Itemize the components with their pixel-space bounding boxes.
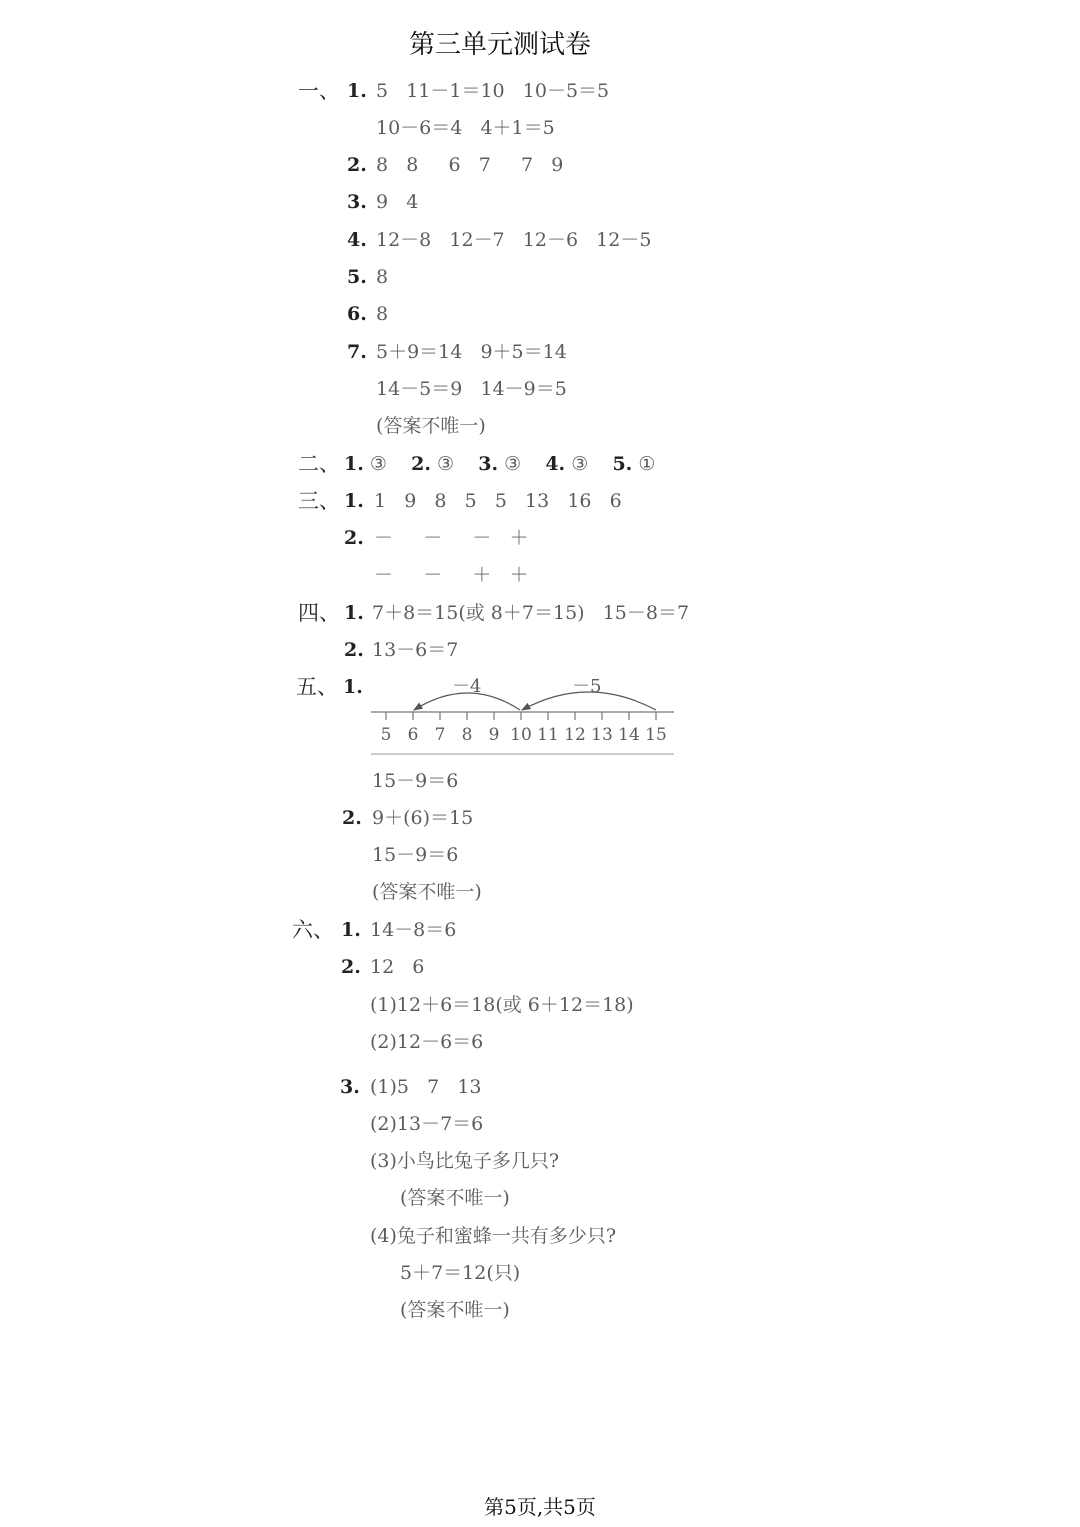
s6-q1-line1: 14－8＝6: [370, 919, 457, 941]
s6-q2-number: 2.: [341, 956, 361, 978]
s5-q2-line1: 9＋(6)＝15: [372, 807, 474, 829]
s6-q3-line2: (2)13－7＝6: [370, 1113, 484, 1135]
s2-item1-answer: ③: [369, 453, 387, 475]
s5-q1-line1: 15－9＝6: [372, 770, 459, 792]
tick-label-10: 10: [510, 725, 532, 745]
s4-q1-number: 1.: [344, 602, 364, 624]
s2-answers: [344, 449, 655, 479]
tick-label-8: 8: [461, 725, 473, 745]
s1-q5-number: 5.: [347, 266, 367, 288]
number-line-labels: [381, 725, 667, 745]
section-6-label: 六、: [292, 918, 334, 942]
s3-q2-line2: － － ＋ ＋: [374, 564, 529, 586]
number-line-diagram: [366, 672, 686, 762]
s6-q3-note1: (答案不唯一): [400, 1187, 510, 1209]
s1-q5-line1: 8: [376, 266, 389, 288]
s1-q4-number: 4.: [347, 229, 367, 251]
tick-label-9: 9: [488, 725, 500, 745]
s5-q1-number: 1.: [343, 676, 363, 698]
s5-q2-number: 2.: [342, 807, 362, 829]
tick-label-14: 14: [618, 725, 640, 745]
s1-q2-number: 2.: [347, 154, 367, 176]
s4-q1-line1: 7＋8＝15(或 8＋7＝15) 15－8＝7: [372, 602, 690, 624]
tick-label-6: 6: [407, 725, 419, 745]
s1-q1-line1: 5 11－1＝10 10－5＝5: [376, 80, 610, 102]
section-5-label: 五、: [296, 675, 338, 699]
arc-minus-5-label: －5: [572, 676, 602, 697]
s2-item4-number: 4.: [545, 453, 566, 475]
s2-item5-answer: ①: [638, 453, 656, 475]
s1-q7-number: 7.: [347, 341, 367, 363]
section-3-label: 三、: [298, 489, 340, 513]
s2-item2-number: 2.: [411, 453, 431, 475]
s6-q2-line2: (1)12＋6＝18(或 6＋12＝18): [370, 994, 634, 1016]
s6-q3-note2: (答案不唯一): [400, 1299, 510, 1321]
section-1-label: 一、: [298, 79, 340, 103]
s1-q7-note: (答案不唯一): [376, 415, 486, 437]
s2-item4-answer: ③: [571, 453, 589, 475]
s6-q3-line6: 5＋7＝12(只): [400, 1262, 521, 1284]
section-4-label: 四、: [298, 601, 340, 625]
tick-label-5: 5: [380, 725, 392, 745]
s1-q2-line1: 8 8 6 7 7 9: [376, 154, 564, 176]
tick-label-12: 12: [564, 725, 586, 745]
s5-q2-line2: 15－9＝6: [372, 844, 459, 866]
section-2-label: 二、: [298, 452, 340, 476]
s1-q1-number: 1.: [347, 80, 367, 102]
tick-label-15: 15: [645, 725, 667, 745]
s1-q6-line1: 8: [376, 303, 389, 325]
s3-q2-number: 2.: [344, 527, 364, 549]
arc-minus-4-label: －4: [452, 676, 482, 697]
s6-q3-number: 3.: [340, 1076, 360, 1098]
page-title: 第三单元测试卷: [408, 30, 591, 60]
s1-q3-line1: 9 4: [376, 191, 419, 213]
s2-item3-answer: ③: [504, 453, 522, 475]
s3-q1-number: 1.: [344, 490, 364, 512]
s1-q1-line2: 10－6＝4 4＋1＝5: [376, 117, 555, 139]
s6-q2-line3: (2)12－6＝6: [370, 1031, 484, 1053]
tick-label-7: 7: [434, 725, 446, 745]
number-line-ticks: [386, 712, 656, 720]
s6-q1-number: 1.: [341, 919, 361, 941]
s4-q2-line1: 13－6＝7: [372, 639, 459, 661]
s2-item2-answer: ③: [437, 453, 455, 475]
tick-label-11: 11: [537, 725, 559, 745]
s3-q1-line1: 1 9 8 5 5 13 16 6: [374, 490, 622, 512]
s2-item5-number: 5.: [612, 453, 633, 475]
s1-q7-line2: 14－5＝9 14－9＝5: [376, 378, 567, 400]
s2-item3-number: 3.: [478, 453, 499, 475]
s5-q2-note: (答案不唯一): [372, 881, 482, 903]
s6-q3-line5: (4)兔子和蜜蜂一共有多少只?: [370, 1225, 617, 1247]
s6-q3-line1: (1)5 7 13: [370, 1076, 482, 1098]
s6-q2-line1: 12 6: [370, 956, 425, 978]
page-footer: 第5页,共5页: [484, 1495, 596, 1519]
s1-q7-line1: 5＋9＝14 9＋5＝14: [376, 341, 567, 363]
s4-q2-number: 2.: [344, 639, 364, 661]
tick-label-13: 13: [591, 725, 613, 745]
s1-q6-number: 6.: [347, 303, 367, 325]
s3-q2-line1: － － － ＋: [374, 527, 529, 549]
s6-q3-line3: (3)小鸟比兔子多几只?: [370, 1150, 560, 1172]
s1-q4-line1: 12－8 12－7 12－6 12－5: [376, 229, 652, 251]
s2-item1-number: 1.: [344, 453, 364, 475]
s1-q3-number: 3.: [347, 191, 367, 213]
